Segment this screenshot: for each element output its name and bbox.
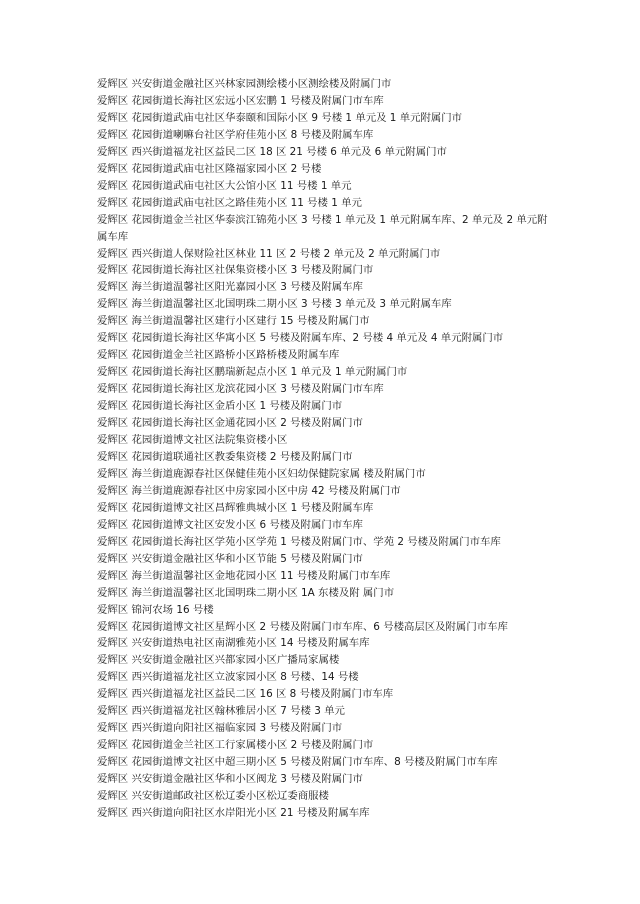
list-item: 爱辉区 西兴街道福龙社区益民二区 16 区 8 号楼及附属门市车库 — [97, 688, 394, 701]
list-item: 爱辉区 海兰街道鹿源春社区中房家园小区中房 42 号楼及附属门市 — [97, 484, 401, 497]
list-item: 爱辉区 西兴街道福龙社区翰林雅居小区 7 号楼 3 单元 — [97, 705, 345, 718]
list-item: 爱辉区 花园街道喇嘛台社区学府佳苑小区 8 号楼及附属车库 — [97, 128, 374, 141]
list-item: 爱辉区 花园街道博文社区法院集资楼小区 — [97, 434, 288, 447]
list-item: 爱辉区 花园街道武庙屯社区隆福家园小区 2 号楼 — [97, 162, 322, 175]
list-item: 爱辉区 花园街道长海社区宏远小区宏鹏 1 号楼及附属门市车库 — [97, 94, 384, 107]
list-item: 爱辉区 兴安街道金融社区华和小区阀龙 3 号楼及附属门市 — [97, 773, 363, 786]
list-item: 爱辉区 兴安街道热电社区南湖雅苑小区 14 号楼及附属车库 — [97, 637, 370, 650]
list-item: 爱辉区 兴安街道金融社区兴林家园测绘楼小区测绘楼及附属门市 — [97, 78, 392, 90]
list-item: 爱辉区 花园街道博文社区安发小区 6 号楼及附属门市车库 — [97, 518, 363, 531]
list-item: 爱辉区 兴安街道邮政社区松辽委小区松辽委商服楼 — [97, 790, 329, 803]
list-item: 爱辉区 海兰街道温馨社区建行小区建行 15 号楼及附属门市 — [97, 315, 370, 328]
list-item: 爱辉区 花园街道武庙屯社区之路佳苑小区 11 号楼 1 单元 — [97, 196, 362, 209]
list-item: 爱辉区 花园街道博文社区昌辉雅典城小区 1 号楼及附属车库 — [97, 501, 374, 514]
list-item: 爱辉区 西兴街道向阳社区水岸阳光小区 21 号楼及附属车库 — [97, 806, 370, 819]
list-item: 爱辉区 花园街道金兰社区路桥小区路桥楼及附属车库 — [97, 349, 340, 362]
list-item: 爱辉区 花园街道长海社区华寓小区 5 号楼及附属车库、2 号楼 4 单元及 4 单元附属门市 — [97, 332, 504, 345]
list-item: 爱辉区 花园街道博文社区星辉小区 2 号楼及附属门市车库、6 号楼高层区及附属门市车库 — [97, 620, 508, 633]
list-item: 爱辉区 海兰街道温馨社区金地花园小区 11 号楼及附属门市车库 — [97, 569, 391, 582]
list-item: 爱辉区 花园街道武庙屯社区大公馆小区 11 号楼 1 单元 — [97, 179, 352, 192]
list-item: 爱辉区 兴安街道金融社区华和小区节能 5 号楼及附属门市 — [97, 552, 363, 565]
list-item: 爱辉区 西兴街道向阳社区福临家园 3 号楼及附属门市 — [97, 722, 343, 735]
list-item: 爱辉区 花园街道长海社区龙滨花园小区 3 号楼及附属门市车库 — [97, 383, 384, 396]
list-item: 爱辉区 海兰街道温馨社区北国明珠二期小区 1A 东楼及附 属门市 — [97, 586, 395, 599]
document-page — [97, 76, 557, 822]
list-item: 爱辉区 花园街道长海社区金盾小区 1 号楼及附属门市 — [97, 400, 343, 413]
list-item: 爱辉区 花园街道金兰社区工行家属楼小区 2 号楼及附属门市 — [97, 739, 374, 752]
list-item: 爱辉区 花园街道长海社区鹏瑞新起点小区 1 单元及 1 单元附属门市 — [97, 366, 408, 379]
list-item: 爱辉区 花园街道武庙屯社区华泰颐和国际小区 9 号楼 1 单元及 1 单元附属门市 — [97, 111, 463, 124]
list-item: 爱辉区 西兴街道人保财险社区林业 11 区 2 号楼 2 单元及 2 单元附属门市 — [97, 247, 441, 260]
list-item: 爱辉区 兴安街道金融社区兴都家园小区广播局家属楼 — [97, 654, 340, 667]
list-item: 爱辉区 锦河农场 16 号楼 — [97, 603, 214, 616]
list-item: 爱辉区 花园街道长海社区学苑小区学苑 1 号楼及附属门市、学苑 2 号楼及附属门市车库 — [97, 535, 501, 548]
list-item: 爱辉区 西兴街道福龙社区益民二区 18 区 21 号楼 6 单元及 6 单元附属门市 — [97, 145, 447, 158]
list-item: 爱辉区 花园街道长海社区社保集资楼小区 3 号楼及附属门市 — [97, 264, 374, 277]
list-item: 爱辉区 海兰街道温馨社区北国明珠二期小区 3 号楼 3 单元及 3 单元附属车库 — [97, 298, 452, 311]
list-item: 爱辉区 花园街道博文社区中超三期小区 5 号楼及附属门市车库、8 号楼及附属门市车库 — [97, 756, 498, 769]
list-item: 爱辉区 花园街道联通社区教委集资楼 2 号楼及附属门市 — [97, 450, 353, 463]
list-item: 爱辉区 花园街道金兰社区华泰滨江锦苑小区 3 号楼 1 单元及 1 单元附属车库、2 单元及 2 单元附属车库 — [97, 213, 548, 243]
list-item: 爱辉区 西兴街道福龙社区立波家园小区 8 号楼、14 号楼 — [97, 671, 359, 684]
list-item: 爱辉区 海兰街道鹿源春社区保健佳苑小区妇幼保健院家属 楼及附属门市 — [97, 467, 426, 480]
list-item: 爱辉区 海兰街道温馨社区阳光嘉园小区 3 号楼及附属车库 — [97, 281, 363, 294]
list-item: 爱辉区 花园街道长海社区金通花园小区 2 号楼及附属门市 — [97, 417, 363, 430]
